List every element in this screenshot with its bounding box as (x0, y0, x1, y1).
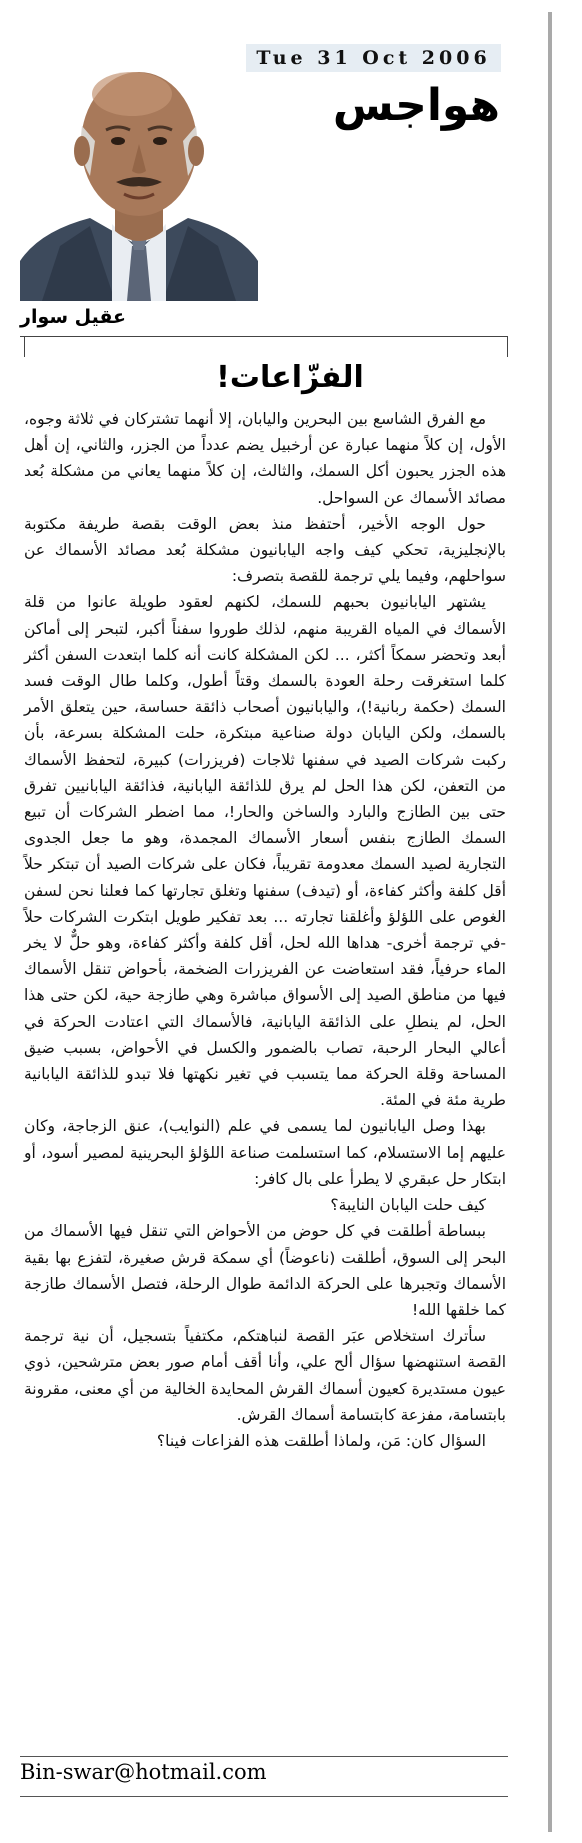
author-email-link[interactable]: Bin-swar@hotmail.com (20, 1760, 267, 1784)
author-portrait-icon (20, 46, 258, 301)
footer-divider-top (20, 1756, 508, 1757)
article-paragraph: السؤال كان: مَن، ولماذا أطلقت هذه الفزاعات فينا؟ (156, 1431, 486, 1450)
column-title: هواجس (332, 80, 500, 131)
author-portrait (20, 46, 258, 301)
article-frame-left (24, 337, 25, 357)
article-paragraph: مع الفرق الشاسع بين البحرين واليابان، إلا أنهما تشتركان في ثلاثة وجوه، الأول، إن كلاً منهما عبارة عن أرخبيل يضم عدداً من الجزر، والثاني، إن أهل هذه الجزر يحبون أكل السمك، والثالث، إن كلاً منهما يعاني من مشكلة بُعد مصائد الأسماك عن السواحل. (24, 410, 506, 507)
article-body (24, 406, 506, 1454)
article-title: الفزّاعات! (216, 360, 364, 395)
author-divider (20, 336, 508, 337)
article-paragraph: يشتهر اليابانيون بحبهم للسمك، لكنهم لعقود طويلة عانوا من قلة الأسماك في المياه القريبة منهم، لذلك طوروا سفناً أكبر، لتبحر إلى أماكن أبعد وتحضر سمكاً أكثر، ... لكن المشكلة كانت أنه كلما ابتعدت السفن أكثر كلما استغرقت رحلة العودة بالسمك وقتاً أطول، وكلما طال الوقت فسد السمك (حكمة ربانية!)، واليابانيون أصحاب ذائقة حساسة، حين يتعلق الأمر بالسمك، ولكن اليابان دولة صناعية مبتكرة، حلت المشكلة بسرعة، بأن ركبت شركات الصيد في سفنها ثلاجات (فريزرات) كبيرة، لتحفظ الأسماك من التعفن، لكن هذا الحل لم يرق للذائقة اليابانية، فذائقة اليابانيين تفرق حتى بين الطازج والبارد والساخن والحار!، مما اضطر الشركات أن تبيع السمك الطازج بنفس أسعار الأسماك المجمدة، وهو ما جعل الجدوى التجارية لصيد السمك معدومة تقريباً، فكان على شركات الصيد أن تبتكر حلاً أقل كلفة وأكثر كفاءة، أو (تيدف) سفنها وتغلق تجارتها كما فعلنا نحن لسفن الغوص على اللؤلؤ وأغلقنا تجارته ... بعد تفكير طويل ابتكرت الشركات حلاً -في ترجمة أخرى- هداها الله لحل، أقل كلفة وأكثر كفاءة، وهو حلٌّ لا يخر الماء حرفياً، فقد استعاضت عن الفريزرات الضخمة، بأحواض تنقل الأسماك فيها من مناطق الصيد إلى الأسواق مباشرة وهي طازجة حية، لكن حتى هذا الحل، لم ينطلِ على الذائقة اليابانية، فالأسماك التي اعتادت الحركة في أعالي البحار الرحبة، تصاب بالضمور والكسل في الأحواض، بسبب ضيق المساحة وقلة الحركة مما يتسبب في تغير نكهتها فلا تبدو للذائقة اليابانية طرية مئة في المئة. (24, 593, 506, 1110)
author-name: عقيل سوار (20, 306, 127, 328)
footer-divider-bottom (20, 1796, 508, 1797)
date-banner: Tue 31 Oct 2006 (246, 44, 501, 72)
article-paragraph: ببساطة أطلقت في كل حوض من الأحواض التي تنقل فيها الأسماك من البحر إلى السوق، أطلقت (ناعوضاً) أي سمكة قرش صغيرة، لتفزع بها بقية الأسماك وتجبرها على الحركة الدائمة طوال الرحلة، فتصل الأسماك طازجة كما خلقها الله! (24, 1222, 506, 1319)
column-vertical-rule (548, 12, 552, 1832)
article-paragraph: سأترك استخلاص عبَر القصة لنباهتكم، مكتفياً بتسجيل، أن نية ترجمة القصة استنهضها سؤال ألح علي، وأنا أقف أمام صور بعض مترشحين، ذوي عيون مستديرة كعيون أسماك القرش المحايدة الخالية من أي معنى، مقرونة بابتسامة، مفزعة كابتسامة أسماك القرش. (24, 1327, 506, 1424)
article-paragraph: بهذا وصل اليابانيون لما يسمى في علم (النوايب)، عنق الزجاجة، وكان عليهم إما الاستسلام، كما استسلمت صناعة اللؤلؤ البحرينية لمصير أسود، أو ابتكار حل عبقري لا يطرأ على بال كافر: (24, 1117, 506, 1188)
article-frame-right (507, 337, 508, 357)
article-paragraph: حول الوجه الأخير، أحتفظ منذ بعض الوقت بقصة طريفة مكتوبة بالإنجليزية، تحكي كيف واجه اليابانيون مشكلة بُعد مصائد الأسماك عن سواحلهم، وفيما يلي ترجمة للقصة بتصرف: (24, 514, 506, 586)
article-paragraph: كيف حلت اليابان النايبة؟ (330, 1196, 486, 1215)
